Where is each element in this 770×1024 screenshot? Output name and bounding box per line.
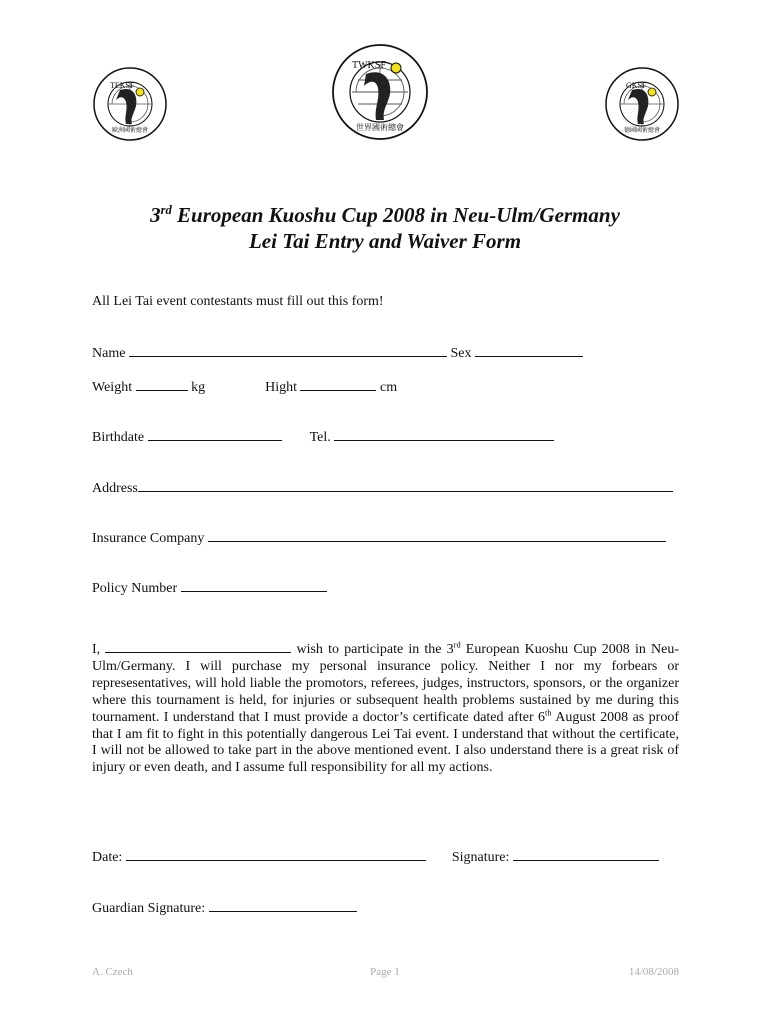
- logo-right-letters: GKSF: [626, 81, 647, 90]
- title-line-2: Lei Tai Entry and Waiver Form: [248, 229, 522, 253]
- twksf-logo: [330, 42, 430, 142]
- waiver-part-2: European Kuoshu Cup 2008 in Neu-Ulm/Germany. I will purchase my personal insurance policy. Neither I nor my forbears or represesentatives, will hold liable the promotors, referees, judges, instructors, sponsors, or the organizer where this tournament is held, for injuries or subsequent health problems sustained by me during this tournament. I understand that I must provide a doctor’s certificate dated after 6: [92, 642, 679, 725]
- logo-right-chinese: 德國國術總會: [624, 128, 661, 134]
- height-field[interactable]: [300, 378, 376, 391]
- date-field[interactable]: [126, 848, 426, 861]
- insurance-label: Insurance Company: [92, 531, 205, 546]
- footer-page-number: Page 1: [370, 966, 400, 978]
- waiver-part-1: wish to participate in the 3: [291, 642, 454, 657]
- tekfs-emblem-icon: [92, 66, 168, 142]
- height-unit: cm: [379, 380, 398, 395]
- weight-label: Weight: [92, 380, 133, 395]
- participant-name-field[interactable]: [105, 640, 291, 653]
- guardian-signature-field[interactable]: [209, 899, 357, 912]
- footer-date: 14/08/2008: [628, 966, 679, 978]
- logo-left-letters: TEKSF: [110, 81, 135, 90]
- birthdate-label: Birthdate: [92, 430, 145, 445]
- tel-label: Tel.: [309, 430, 331, 445]
- waiver-part-3: August 2008 as proof that I am fit to fight in this potentially dangerous Lei Tai event. I understand that without the certificate, I will not be allowed to take part in the above mentioned event. I also understand there is a great risk of injury or even death, and I assume full responsibility for all my actions.: [92, 709, 679, 776]
- date-label: Date:: [92, 850, 123, 865]
- policy-row: [92, 579, 327, 597]
- title-line-1: [0, 203, 770, 228]
- signature-label: Signature:: [451, 850, 510, 865]
- gksf-emblem-icon: [604, 66, 680, 142]
- tekfs-logo: [92, 66, 168, 142]
- title-event: European Kuoshu Cup 2008 in Neu-Ulm/Germany: [171, 203, 620, 227]
- intro-text: All Lei Tai event contestants must fill out this form!: [92, 294, 384, 309]
- guardian-label: Guardian Signature:: [92, 901, 206, 916]
- waiver-start: I,: [92, 642, 101, 657]
- height-label: Hight: [265, 380, 297, 395]
- logo-left-chinese: 歐洲國術總會: [112, 128, 149, 134]
- waiver-sup-1: rd: [453, 640, 461, 650]
- weight-unit: kg: [191, 380, 206, 395]
- title-ordinal-suffix: rd: [160, 203, 172, 217]
- name-field[interactable]: [129, 344, 447, 357]
- address-label: Address: [92, 481, 138, 496]
- name-label: Name: [92, 346, 126, 361]
- policy-field[interactable]: [181, 579, 327, 592]
- logo-center-chinese: 世界國術總會: [356, 123, 404, 132]
- date-signature-row: [92, 848, 659, 866]
- tel-field[interactable]: [334, 428, 554, 441]
- insurance-row: [92, 529, 666, 547]
- birth-tel-row: [92, 428, 554, 446]
- insurance-field[interactable]: [208, 529, 666, 542]
- policy-label: Policy Number: [92, 581, 178, 596]
- address-row: [92, 479, 673, 497]
- twksf-emblem-icon: [330, 42, 430, 142]
- footer-author: A. Czech: [92, 966, 133, 978]
- waiver-paragraph: [92, 640, 679, 777]
- weight-field[interactable]: [136, 378, 188, 391]
- title-ordinal: 3: [150, 203, 161, 227]
- birthdate-field[interactable]: [148, 428, 282, 441]
- weight-height-row: [92, 378, 397, 396]
- logo-center-letters: TWKSF: [352, 60, 386, 71]
- sex-label: Sex: [450, 346, 472, 361]
- signature-field[interactable]: [513, 848, 659, 861]
- gksf-logo: [604, 66, 680, 142]
- waiver-sup-2: th: [545, 707, 552, 717]
- address-field[interactable]: [138, 479, 673, 492]
- guardian-row: [92, 899, 357, 917]
- name-row: [92, 344, 583, 362]
- sex-field[interactable]: [475, 344, 583, 357]
